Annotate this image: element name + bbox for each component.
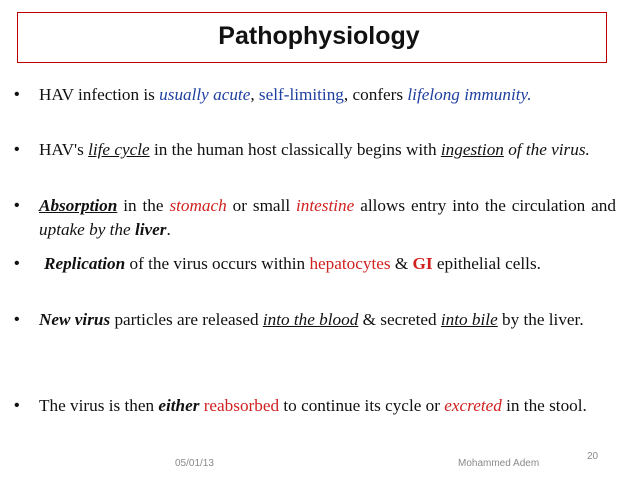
- bullet-marker: •: [14, 311, 20, 328]
- bullet-text-2: HAV's life cycle in the human host classically begins with ingestion of the virus.: [39, 140, 590, 159]
- slide-title: Pathophysiology: [218, 22, 420, 50]
- bullet-text-1: HAV infection is usually acute, self-limiting, confers lifelong immunity.: [39, 85, 532, 104]
- bullet-text-3: Absorption in the stomach or small intestine allows entry into the circulation and uptake by the liver.: [39, 196, 616, 239]
- bullet-marker: •: [14, 197, 20, 214]
- bullet-text-5: New virus particles are released into the blood & secreted into bile by the liver.: [39, 310, 584, 329]
- bullet-marker: •: [14, 86, 20, 103]
- bullet-text-6: The virus is then either reabsorbed to continue its cycle or excreted in the stool.: [39, 396, 587, 415]
- bullet-marker: •: [14, 141, 20, 158]
- bullet-marker: •: [14, 397, 20, 414]
- bullet-marker: •: [14, 255, 20, 272]
- page-number: 20: [587, 451, 599, 462]
- footer-date: 05/01/13: [175, 458, 214, 469]
- bullet-text-4: Replication of the virus occurs within hepatocytes & GI epithelial cells.: [44, 254, 541, 273]
- footer-author: Mohammed Adem: [458, 458, 540, 469]
